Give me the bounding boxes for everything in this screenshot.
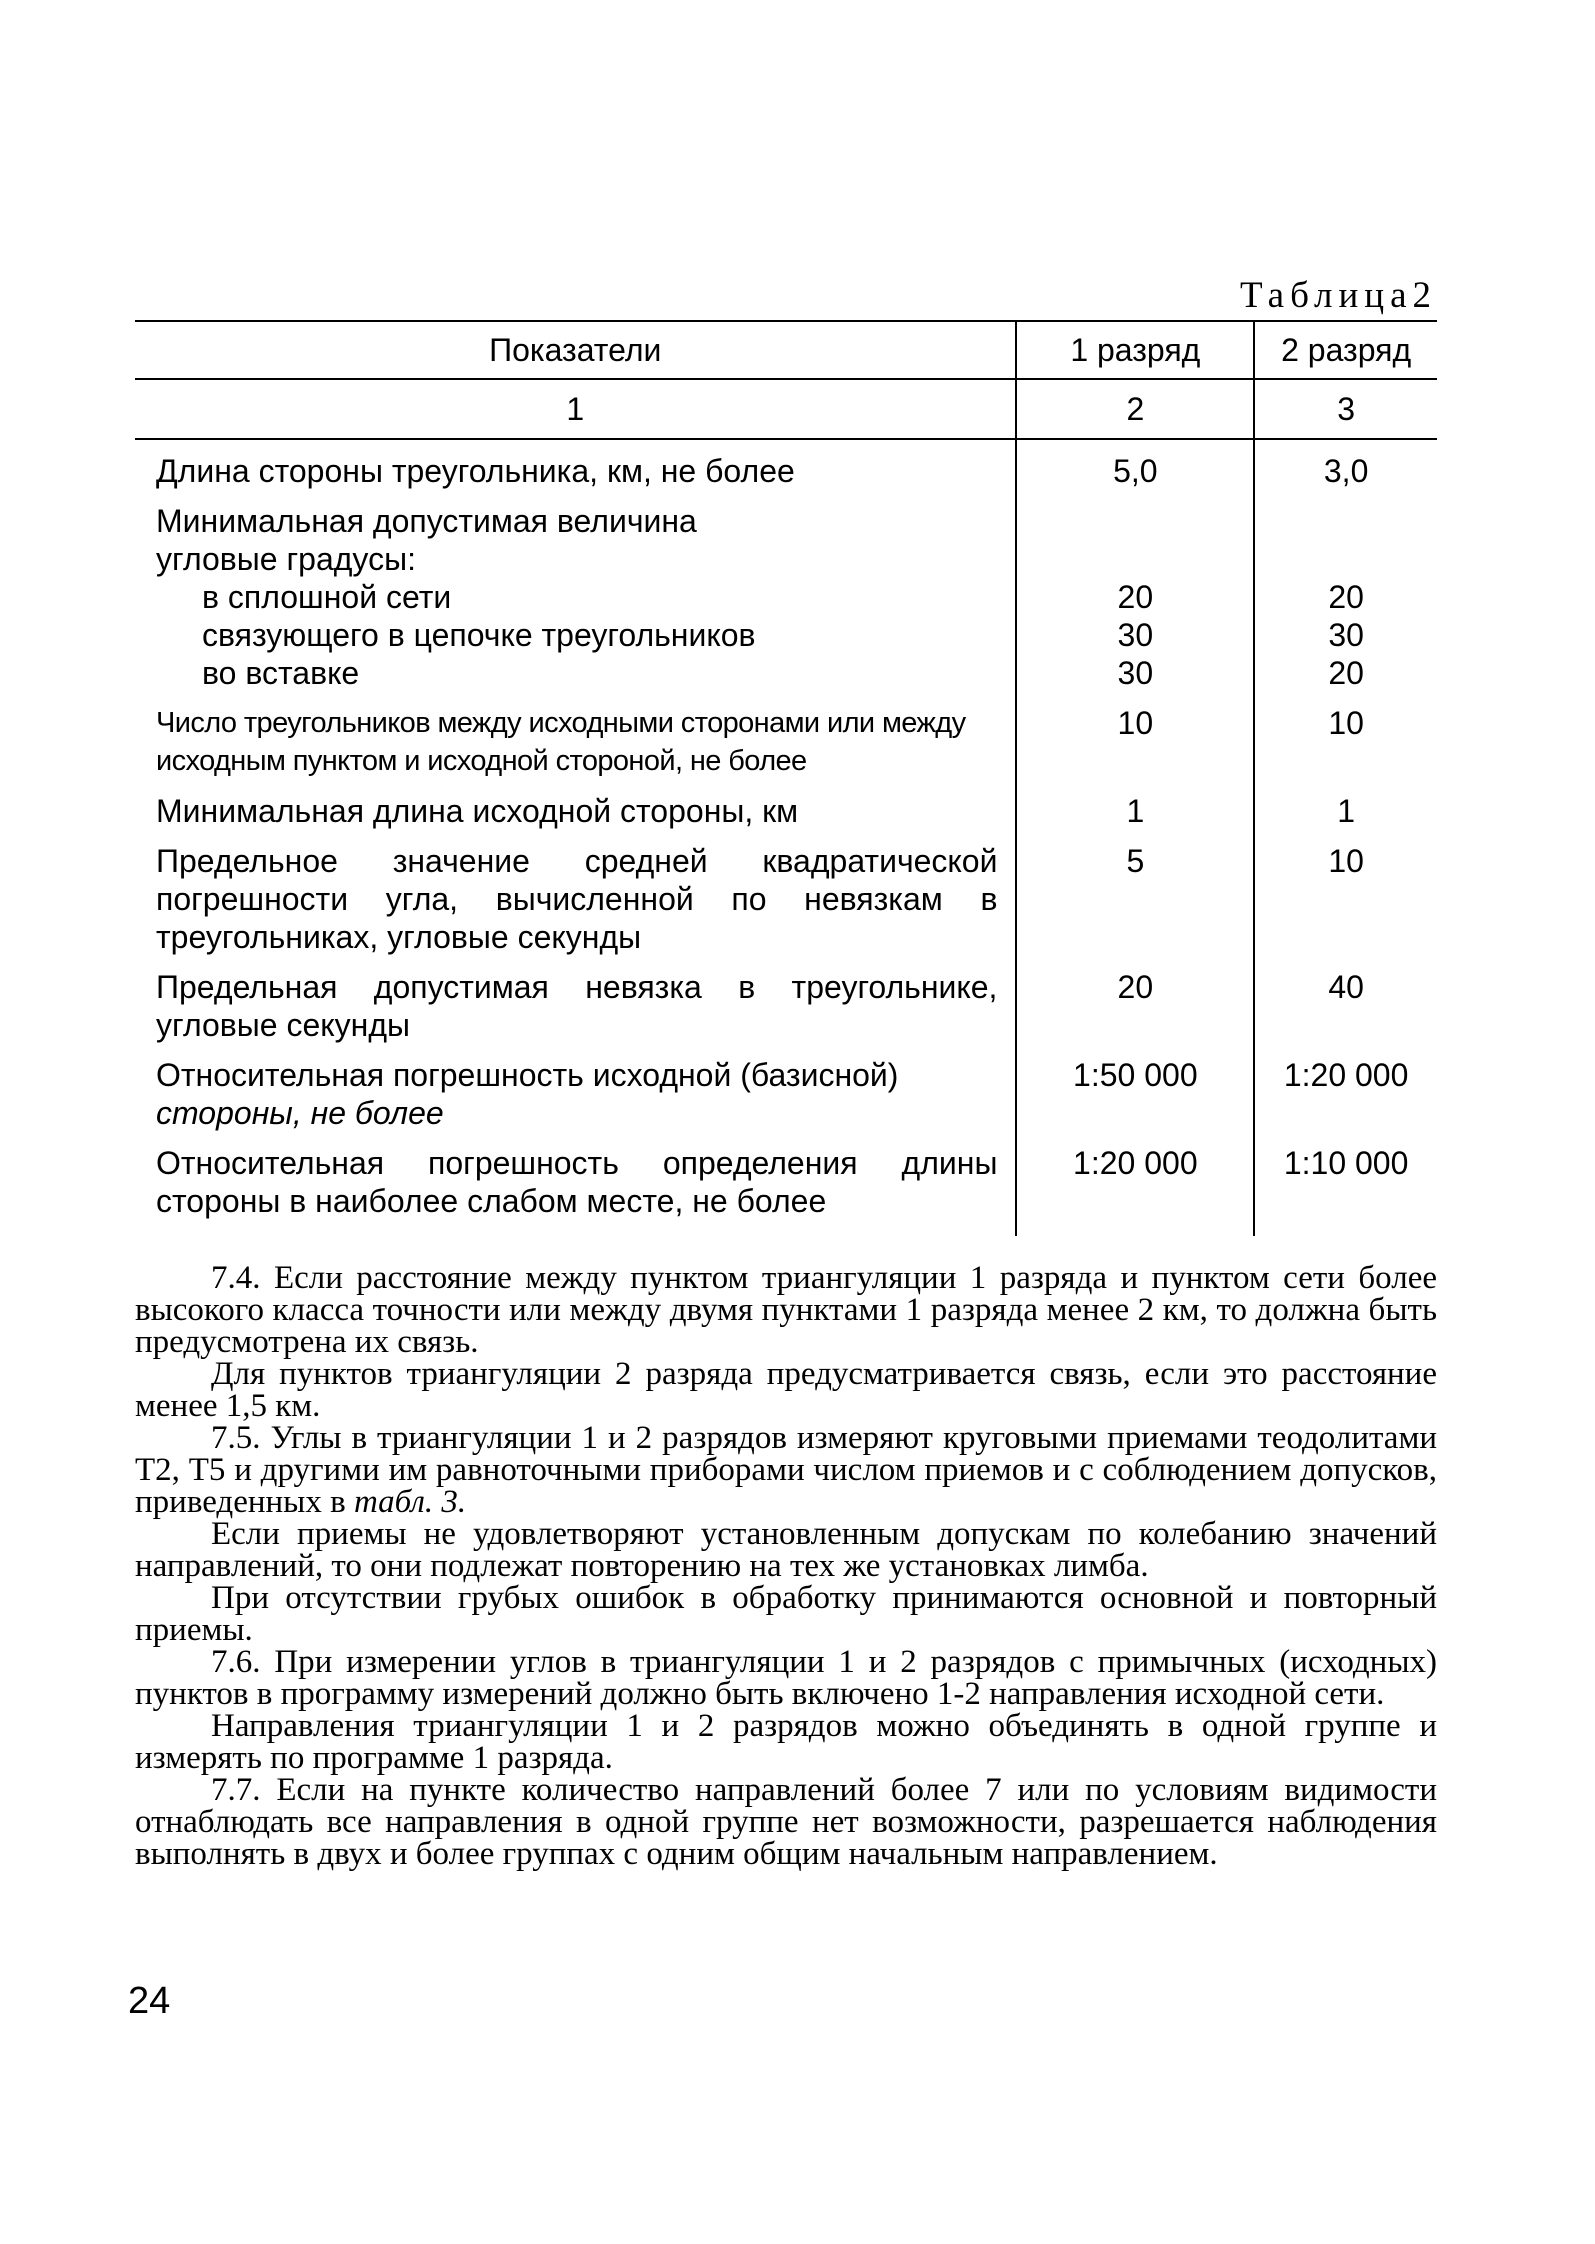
row-value-rank-1: 10 — [1016, 698, 1254, 786]
row-value-rank-2 — [1254, 496, 1437, 698]
column-number-2: 2 — [1016, 379, 1254, 439]
paragraph: При отсутствии грубых ошибок в обработку принимаются основной и повторный приемы. — [135, 1580, 1437, 1648]
table-row — [135, 1050, 1437, 1138]
row-value-rank-1: 1 — [1016, 786, 1254, 836]
row-value-rank-1: 1:50 000 — [1016, 1050, 1254, 1138]
sub-item-value: 20 — [1328, 655, 1364, 691]
sub-item-label: во вставке — [202, 655, 360, 691]
min-angle-title: Минимальная допустимая величина — [156, 503, 697, 539]
paragraph-text: 7.5. Углы в триангуляции 1 и 2 разрядов измеряют круговыми приемами теодолитами Т2, Т5 и другими им равноточными приборами числом приемов и с соблюдением допусков, приведенных в — [135, 1420, 1437, 1520]
sub-item-value: 30 — [1328, 617, 1364, 653]
page-number: 24 — [128, 1980, 171, 2022]
sub-item-value: 30 — [1117, 617, 1154, 653]
row-value-rank-2: 10 — [1254, 698, 1437, 786]
row-label — [135, 1050, 1016, 1138]
table-caption: Таблица2 — [1240, 275, 1437, 316]
sub-item-label: связующего в цепочке треугольников — [202, 617, 756, 653]
column-number-row — [135, 379, 1437, 439]
row-value-rank-2: 40 — [1254, 962, 1437, 1050]
row-label: Длина стороны треугольника, км, не более — [156, 453, 795, 489]
base-error-label-italic: стороны, не более — [156, 1095, 444, 1131]
sub-item-label: в сплошной сети — [202, 579, 452, 615]
row-label: Минимальная длина исходной стороны, км — [156, 793, 799, 829]
table-row — [135, 1138, 1437, 1226]
paragraph: Если приемы не удовлетворяют установленным допускам по колебанию значений направлений, то они подлежат повторению на тех же установках лимба. — [135, 1516, 1437, 1584]
row-value-rank-1: 1:20 000 — [1016, 1138, 1254, 1226]
row-label: Число треугольников между исходными сторонами или между исходным пунктом и исходной стороной, не более — [156, 707, 966, 777]
table-header-row — [135, 321, 1437, 379]
header-rank-1: 1 разряд — [1016, 321, 1254, 379]
sub-item-value: 30 — [1117, 655, 1154, 691]
row-value-rank-2: 1 — [1254, 786, 1437, 836]
row-value-rank-2: 1:10 000 — [1254, 1138, 1437, 1226]
table-spacer — [135, 1226, 1437, 1236]
paragraph: 7.7. Если на пункте количество направлений более 7 или по условиям видимости отнаблюдать все направления в одной группе нет возможности, разрешается наблюдения выполнять в двух и более группах с одним общим начальным направлением. — [135, 1772, 1437, 1872]
row-value-rank-1: 20 — [1016, 962, 1254, 1050]
paragraph — [135, 1422, 1437, 1518]
paragraph: 7.4. Если расстояние между пунктом триангуляции 1 разряда и пунктом сети более высокого класса точности или между двумя пунктами 1 разряда менее 2 км, то должна быть предусмотрена их связь. — [135, 1260, 1437, 1360]
row-label: Предельное значение средней квадратической погрешности угла, вычисленной по невязкам в треугольниках, угловые секунды — [156, 843, 998, 955]
sub-item-value: 20 — [1328, 579, 1364, 615]
table-row — [135, 496, 1437, 698]
header-rank-2: 2 разряд — [1254, 321, 1437, 379]
row-value-rank-1: 5,0 — [1016, 439, 1254, 496]
table-reference: табл. 3. — [353, 1484, 467, 1520]
row-value-rank-2: 3,0 — [1254, 439, 1437, 496]
min-angle-unit: угловые градусы: — [156, 541, 416, 577]
row-label: Относительная погрешность определения длины стороны в наиболее слабом месте, не более — [156, 1145, 998, 1219]
base-error-label: Относительная погрешность исходной (базисной) — [156, 1057, 899, 1093]
sub-item-value: 20 — [1117, 579, 1154, 615]
table-row — [135, 698, 1437, 786]
header-indicators: Показатели — [135, 321, 1016, 379]
paragraph: Для пунктов триангуляции 2 разряда предусматривается связь, если это расстояние менее 1,5 км. — [135, 1356, 1437, 1424]
column-number-3: 3 — [1254, 379, 1437, 439]
table-row — [135, 836, 1437, 962]
row-value-rank-1 — [1016, 496, 1254, 698]
row-value-rank-1: 5 — [1016, 836, 1254, 962]
row-label: Предельная допустимая невязка в треугольнике, угловые секунды — [156, 969, 998, 1043]
table-row — [135, 439, 1437, 496]
table-row — [135, 962, 1437, 1050]
paragraph: 7.6. При измерении углов в триангуляции 1 и 2 разрядов с примычных (исходных) пунктов в программу измерений должно быть включено 1-2 направления исходной сети. — [135, 1644, 1437, 1712]
row-value-rank-2: 10 — [1254, 836, 1437, 962]
paragraph: Направления триангуляции 1 и 2 разрядов можно объединять в одной группе и измерять по программе 1 разряда. — [135, 1708, 1437, 1776]
table-row — [135, 786, 1437, 836]
body-text — [135, 1262, 1437, 1870]
column-number-1: 1 — [135, 379, 1016, 439]
row-value-rank-2: 1:20 000 — [1254, 1050, 1437, 1138]
requirements-table — [135, 320, 1437, 1236]
row-label — [135, 496, 1016, 698]
